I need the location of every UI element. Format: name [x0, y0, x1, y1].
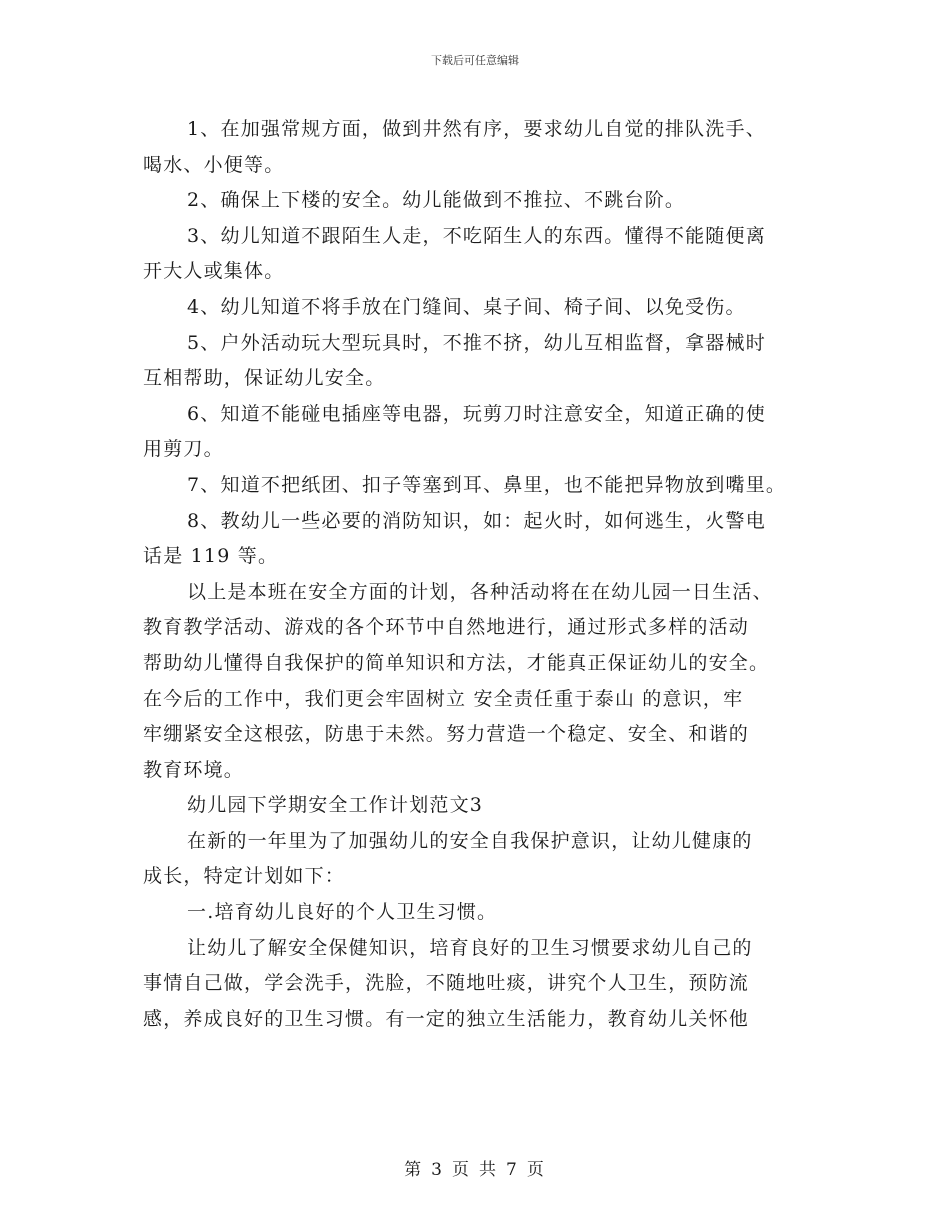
header-note: 下载后可任意编辑: [431, 54, 519, 67]
paragraph-line: 成长，特定计划如下：: [143, 865, 346, 888]
paragraph-line: 用剪刀。: [143, 438, 224, 461]
paragraph-line: 4、幼儿知道不将手放在门缝间、桌子间、椅子间、以免受伤。: [187, 295, 746, 318]
paragraph-line: 6、知道不能碰电插座等电器，玩剪刀时注意安全，知道正确的使: [187, 402, 766, 425]
paragraph: [143, 824, 813, 895]
paragraph-line: 开大人或集体。: [143, 260, 285, 283]
paragraph-line: 教育教学活动、游戏的各个环节中自然地进行，通过形式多样的活动: [143, 616, 750, 639]
paragraph-line: 在新的一年里为了加强幼儿的安全自我保护意识，让幼儿健康的: [187, 829, 753, 852]
paragraph-line: 让幼儿了解安全保健知识，培育良好的卫生习惯要求幼儿自己的: [187, 936, 753, 959]
footer-page-label: 第: [404, 1160, 424, 1180]
paragraph-line: 牢绷紧安全这根弦，防患于未然。努力营造一个稳定、安全、和谐的: [143, 723, 750, 746]
paragraph-line: 7、知道不把纸团、扣子等塞到耳、鼻里，也不能把异物放到嘴里。: [187, 473, 787, 496]
paragraph: [143, 468, 813, 504]
paragraph: [143, 219, 813, 290]
paragraph-line: 2、确保上下楼的安全。幼儿能做到不推拉、不跳台阶。: [187, 189, 686, 212]
paragraph: [143, 895, 813, 931]
paragraph-line: 幼儿园下学期安全工作计划范文3: [187, 794, 484, 817]
paragraph: [143, 112, 813, 183]
paragraph: [143, 183, 813, 219]
paragraph-line: 8、教幼儿一些必要的消防知识，如：起火时，如何逃生，火警电: [187, 509, 766, 532]
footer-page-current: 3: [431, 1160, 444, 1180]
paragraph: [143, 504, 813, 575]
paragraph-line: 1、在加强常规方面，做到井然有序，要求幼儿自觉的排队洗手、: [187, 118, 766, 140]
footer-total-label: 共: [479, 1160, 498, 1180]
paragraph: [143, 397, 813, 468]
paragraph: [143, 326, 813, 397]
footer-page-unit: 页: [452, 1160, 471, 1180]
paragraph-line: 事情自己做，学会洗手，洗脸，不随地吐痰，讲究个人卫生，预防流: [143, 972, 750, 995]
paragraph-line: 在今后的工作中，我们更会牢固树立 安全责任重于泰山 的意识，牢: [143, 687, 744, 710]
paragraph: [143, 575, 813, 789]
footer-total-unit: 页: [526, 1160, 546, 1180]
paragraph: [143, 788, 813, 824]
footer-page-total: 7: [506, 1160, 519, 1180]
paragraph-line: 感，养成良好的卫生习惯。有一定的独立生活能力，教育幼儿关怀他: [143, 1007, 750, 1030]
paragraph-line: 教育环境。: [143, 758, 245, 781]
paragraph: [143, 290, 813, 326]
paragraph-line: 帮助幼儿懂得自我保护的简单知识和方法，才能真正保证幼儿的安全。: [143, 651, 770, 674]
paragraph-line: 5、户外活动玩大型玩具时，不推不挤，幼儿互相监督，拿器械时: [187, 331, 766, 354]
paragraph-line: 以上是本班在安全方面的计划，各种活动将在在幼儿园一日生活、: [187, 580, 773, 603]
paragraph-line: 一.培育幼儿良好的个人卫生习惯。: [187, 901, 498, 924]
page-footer: [0, 1155, 950, 1180]
paragraph-line: 3、幼儿知道不跟陌生人走，不吃陌生人的东西。懂得不能随便离: [187, 224, 766, 247]
document-body: [143, 112, 813, 1037]
paragraph-line: 互相帮助，保证幼儿安全。: [143, 367, 386, 390]
paragraph-line: 话是 119 等。: [143, 545, 279, 568]
paragraph-line: 喝水、小便等。: [143, 153, 285, 176]
paragraph: [143, 931, 813, 1038]
